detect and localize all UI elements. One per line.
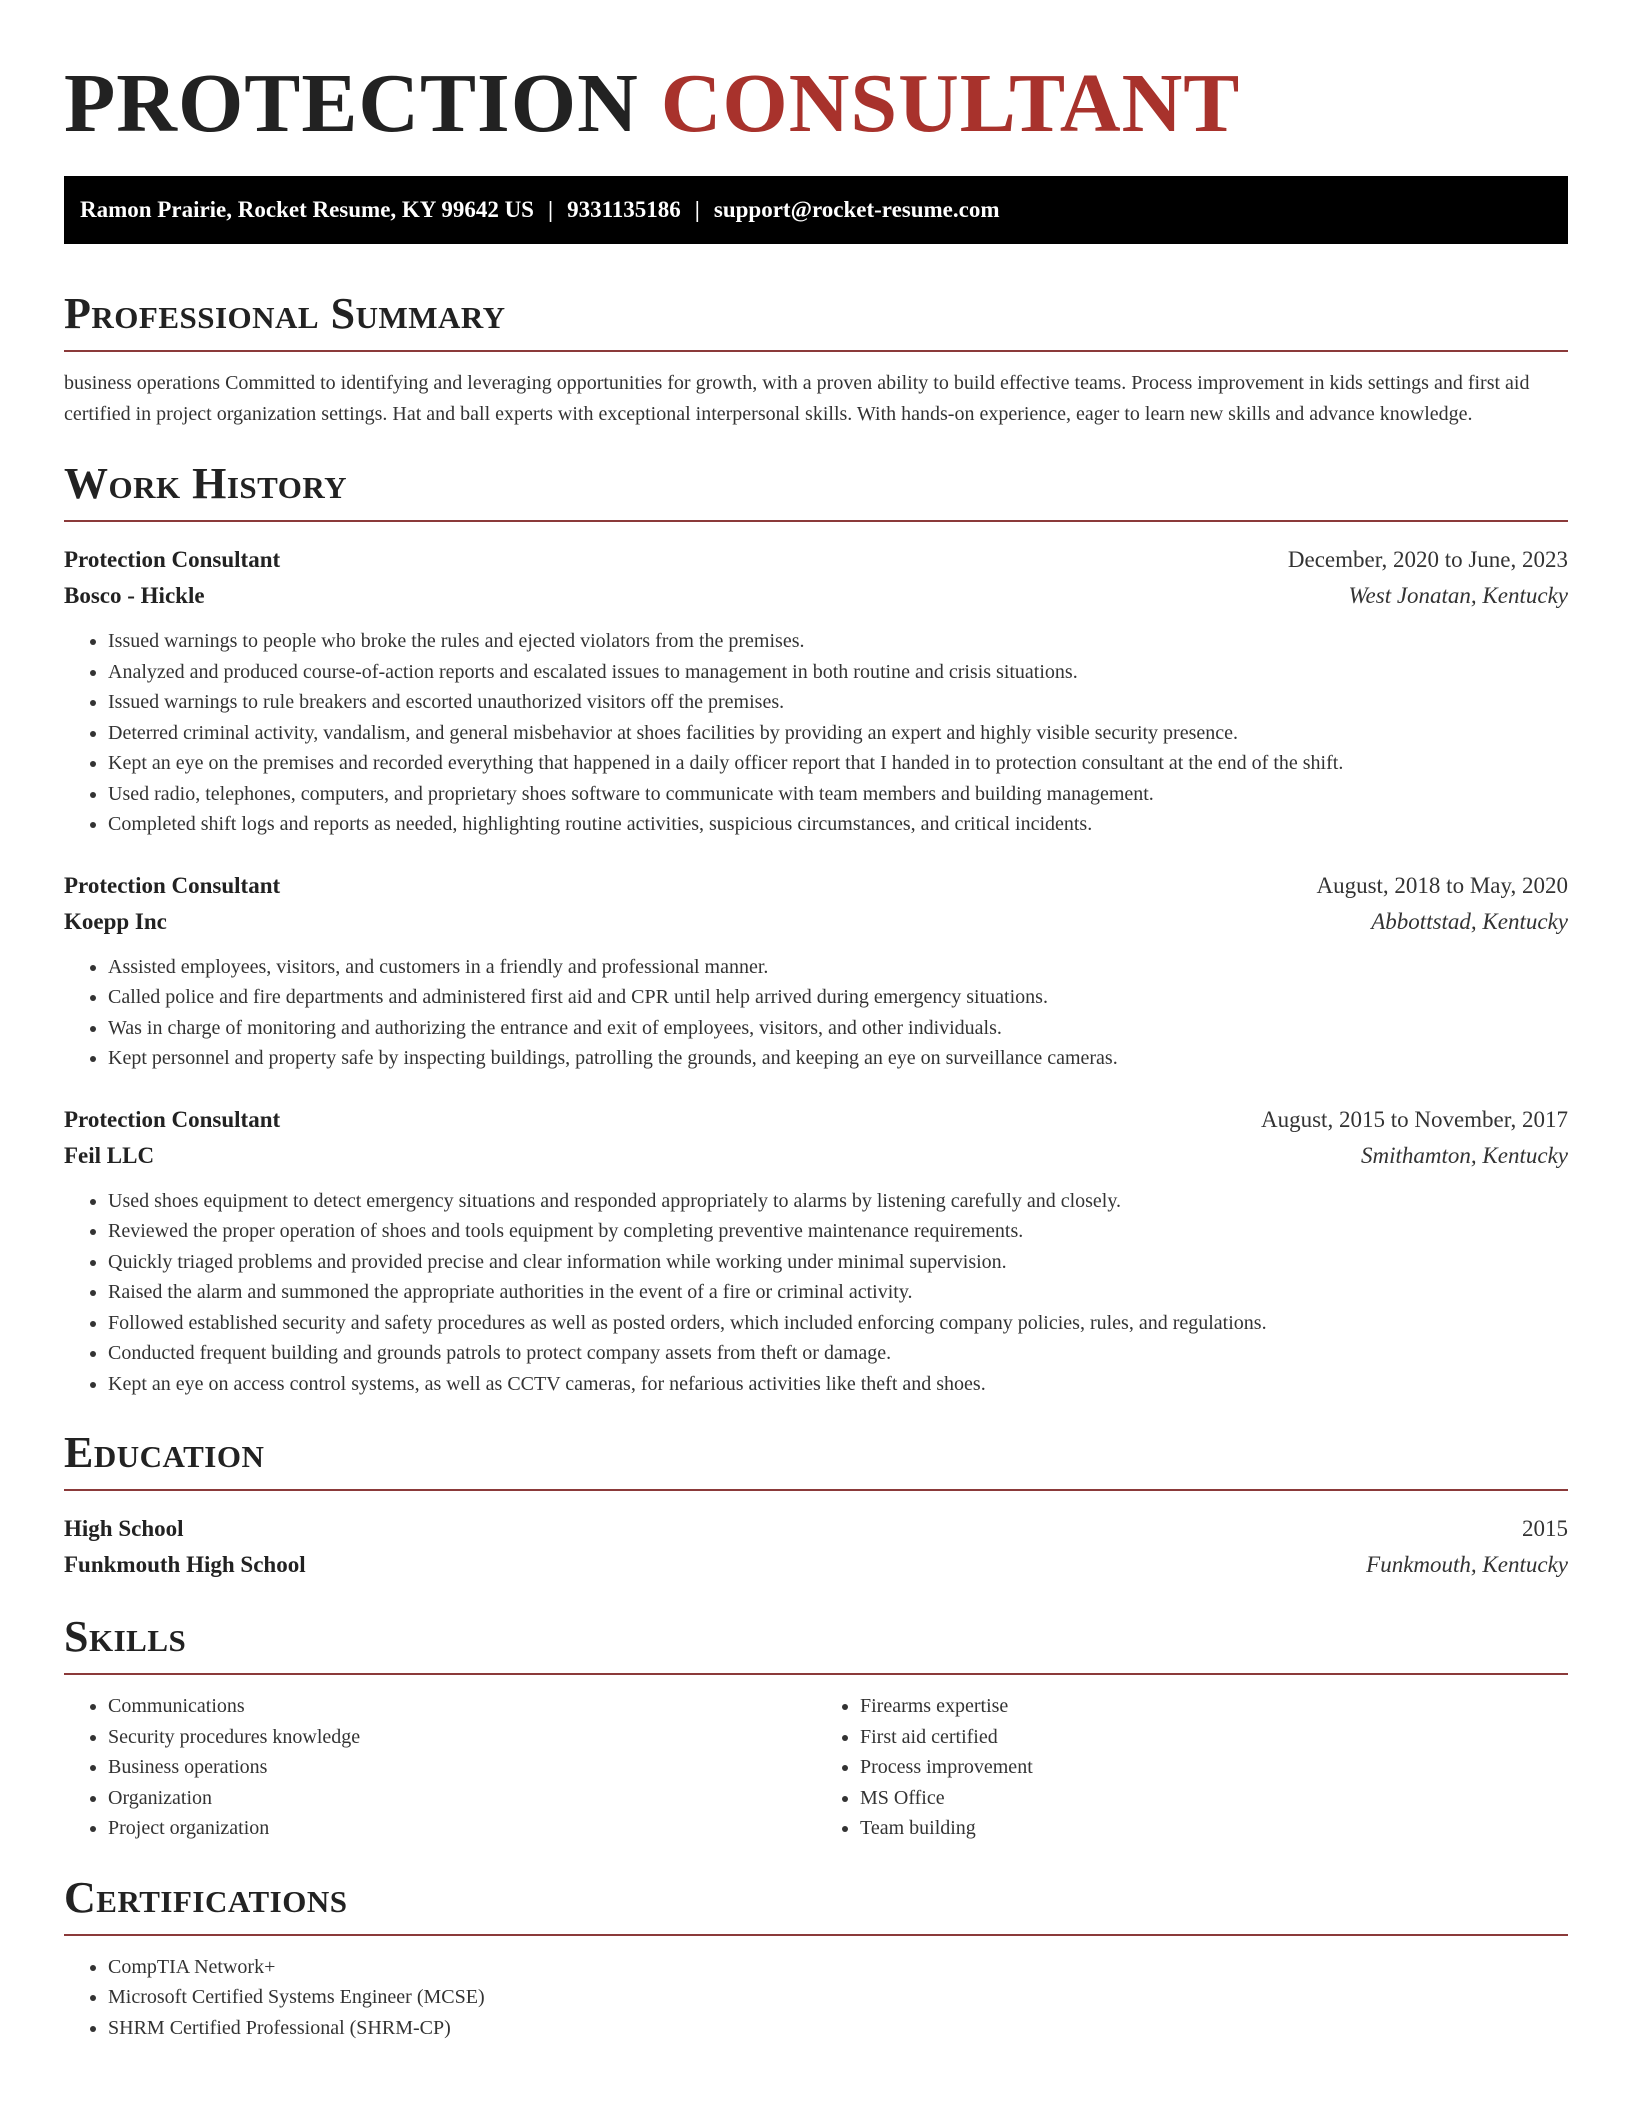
skill-item: • MS Office <box>860 1783 1568 1814</box>
list-item: • Used shoes equipment to detect emergency situations and responded appropriately to alarms by listening carefully and closely. <box>108 1186 1568 1217</box>
list-item: • Kept an eye on access control systems, as well as CCTV cameras, for nefarious activities like theft and shoes. <box>108 1369 1568 1400</box>
list-item: • Reviewed the proper operation of shoes and tools equipment by completing preventive maintenance requirements. <box>108 1216 1568 1247</box>
certifications-heading: Certifications <box>64 1872 1568 1936</box>
skill-item: • Communications <box>108 1691 816 1722</box>
job-title: Protection Consultant <box>64 547 281 572</box>
skills-columns <box>64 1691 1568 1844</box>
list-item: • Raised the alarm and summoned the appropriate authorities in the event of a fire or criminal activity. <box>108 1277 1568 1308</box>
certifications-section <box>64 1872 1568 2044</box>
skill-item: • Organization <box>108 1783 816 1814</box>
job-company: Koepp Inc <box>64 908 167 934</box>
contact-separator: | <box>694 197 700 222</box>
job-dates: August, 2015 to November, 2017 <box>1261 1106 1568 1132</box>
job-bullets <box>64 952 1568 1074</box>
job-entry <box>64 868 1568 1074</box>
skill-item: • Team building <box>860 1813 1568 1844</box>
job-location: Smithamton, Kentucky <box>1361 1142 1568 1168</box>
skill-item: • Security procedures knowledge <box>108 1722 816 1753</box>
list-item: • Was in charge of monitoring and authorizing the entrance and exit of employees, visitors, and other individuals. <box>108 1013 1568 1044</box>
skill-item: • Firearms expertise <box>860 1691 1568 1722</box>
skills-list-left <box>64 1691 816 1844</box>
job-entry <box>64 1102 1568 1400</box>
contact-email: support@rocket-resume.com <box>713 197 1000 222</box>
education-year: 2015 <box>1522 1516 1568 1541</box>
title-part-1: PROTECTION <box>64 57 639 150</box>
list-item: • Used radio, telephones, computers, and proprietary shoes software to communicate with team members and building management. <box>108 779 1568 810</box>
education-heading: Education <box>64 1427 1568 1491</box>
skills-section <box>64 1611 1568 1844</box>
job-entry <box>64 542 1568 840</box>
job-bullets <box>64 626 1568 840</box>
contact-bar <box>64 176 1568 244</box>
list-item: • Issued warnings to people who broke the rules and ejected violators from the premises. <box>108 626 1568 657</box>
work-history-heading: Work History <box>64 458 1568 522</box>
contact-separator: | <box>547 197 554 222</box>
list-item: • Issued warnings to rule breakers and escorted unauthorized visitors off the premises. <box>108 687 1568 718</box>
job-title: Protection Consultant <box>64 872 281 898</box>
list-item: • Followed established security and safety procedures as well as posted orders, which included enforcing company policies, rules, and regulations. <box>108 1308 1568 1339</box>
skills-list-right <box>816 1691 1568 1844</box>
list-item: • Analyzed and produced course-of-action reports and escalated issues to management in both routine and crisis situations. <box>108 657 1568 688</box>
skill-item: • Project organization <box>108 1813 816 1844</box>
skills-heading: Skills <box>64 1611 1568 1675</box>
list-item: • Called police and fire departments and administered first aid and CPR until help arrived during emergency situations. <box>108 982 1568 1013</box>
skill-item: • First aid certified <box>860 1722 1568 1753</box>
title-part-2: CONSULTANT <box>660 57 1241 150</box>
job-location: Abbottstad, Kentucky <box>1371 908 1568 934</box>
education-degree: High School <box>64 1516 184 1541</box>
contact-address: Ramon Prairie, Rocket Resume, KY 99642 US <box>80 197 534 222</box>
job-bullets <box>64 1186 1568 1400</box>
contact-phone: 9331135186 <box>567 197 681 222</box>
certification-item: • Microsoft Certified Systems Engineer (MCSE) <box>108 1982 1568 2013</box>
summary-text: business operations Committed to identifying and leveraging opportunities for growth, with a proven ability to build effective teams. Process improvement in kids settings and first aid certified in project organization settings. Hat and ball experts with exceptional interpersonal skills. With hands-on experience, eager to learn new skills and advance knowledge. <box>64 372 1530 425</box>
list-item: • Completed shift logs and reports as needed, highlighting routine activities, suspicious circumstances, and critical incidents. <box>108 809 1568 840</box>
summary-section <box>64 288 1568 430</box>
certifications-list <box>64 1952 1568 2044</box>
skill-item: • Process improvement <box>860 1752 1568 1783</box>
list-item: • Quickly triaged problems and provided precise and clear information while working under minimal supervision. <box>108 1247 1568 1278</box>
list-item: • Kept an eye on the premises and recorded everything that happened in a daily officer report that I handed in to protection consultant at the end of the shift. <box>108 748 1568 779</box>
work-history-section <box>64 458 1568 1399</box>
list-item: • Conducted frequent building and grounds patrols to protect company assets from theft or damage. <box>108 1338 1568 1369</box>
resume-title <box>64 56 1568 152</box>
job-location: West Jonatan, Kentucky <box>1348 583 1568 608</box>
certification-item: • CompTIA Network+ <box>108 1952 1568 1983</box>
job-dates: December, 2020 to June, 2023 <box>1287 547 1568 572</box>
job-dates: August, 2018 to May, 2020 <box>1316 872 1568 898</box>
job-company: Bosco - Hickle <box>64 583 205 608</box>
education-section <box>64 1427 1568 1583</box>
job-title: Protection Consultant <box>64 1106 281 1132</box>
list-item: • Assisted employees, visitors, and customers in a friendly and professional manner. <box>108 952 1568 983</box>
job-company: Feil LLC <box>64 1142 155 1168</box>
education-school: Funkmouth High School <box>64 1552 306 1577</box>
list-item: • Kept personnel and property safe by inspecting buildings, patrolling the grounds, and keeping an eye on surveillance cameras. <box>108 1043 1568 1074</box>
resume-page <box>64 0 1568 2043</box>
education-location: Funkmouth, Kentucky <box>1366 1552 1568 1577</box>
list-item: • Deterred criminal activity, vandalism, and general misbehavior at shoes facilities by providing an expert and highly visible security presence. <box>108 718 1568 749</box>
summary-heading: Professional Summary <box>64 288 1568 352</box>
certification-item: • SHRM Certified Professional (SHRM-CP) <box>108 2013 1568 2044</box>
skill-item: • Business operations <box>108 1752 816 1783</box>
